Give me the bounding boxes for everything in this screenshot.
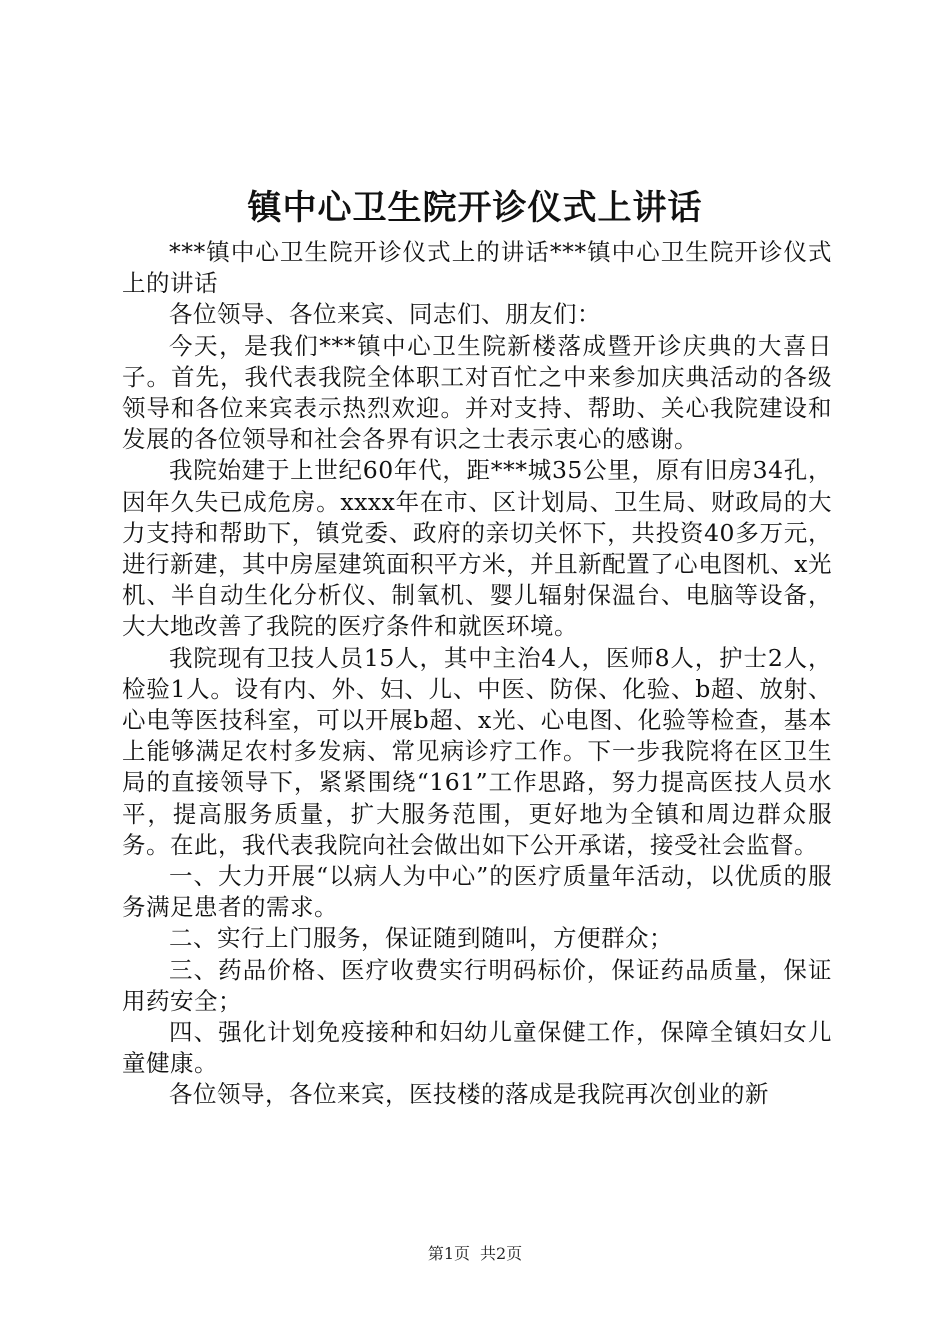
paragraph: 我院始建于上世纪60年代，距***城35公里，原有旧房34孔，因年久失已成危房。xxxx年在市、区计划局、卫生局、财政局的大力支持和帮助下，镇党委、政府的亲切关怀下，共投资40多万元，进行新建，其中房屋建筑面积平方米，并且新配置了心电图机、x光机、半自动生化分析仪、制氧机、婴儿辐射保温台、电脑等设备，大大地改善了我院的医疗条件和就医环境。 bbox=[122, 456, 832, 641]
paragraph-heading: ***镇中心卫生院开诊仪式上的讲话***镇中心卫生院开诊仪式上的讲话 bbox=[122, 238, 832, 298]
pledge-item: 三、药品价格、医疗收费实行明码标价，保证药品质量，保证用药安全； bbox=[122, 955, 832, 1015]
page-total: 共2页 bbox=[480, 1244, 523, 1263]
page-footer bbox=[0, 1243, 950, 1265]
page-number: 第1页 bbox=[427, 1244, 470, 1263]
pledge-item: 四、强化计划免疫接种和妇幼儿童保健工作，保障全镇妇女儿童健康。 bbox=[122, 1018, 832, 1078]
paragraph: 今天，是我们***镇中心卫生院新楼落成暨开诊庆典的大喜日子。首先，我代表我院全体职工对百忙之中来参加庆典活动的各级领导和各位来宾表示热烈欢迎。并对支持、帮助、关心我院建设和发展的各位领导和社会各界有识之士表示衷心的感谢。 bbox=[122, 331, 832, 454]
document-title: 镇中心卫生院开诊仪式上讲话 bbox=[247, 188, 703, 228]
paragraph: 我院现有卫技人员15人，其中主治4人，医师8人，护士2人，检验1人。设有内、外、妇、儿、中医、防保、化验、b超、放射、心电等医技科室，可以开展b超、x光、心电图、化验等检查，基本上能够满足农村多发病、常见病诊疗工作。下一步我院将在区卫生局的直接领导下，紧紧围绕“161”工作思路，努力提高医技人员水平，提高服务质量，扩大服务范围，更好地为全镇和周边群众服务。在此，我代表我院向社会做出如下公开承诺，接受社会监督。 bbox=[122, 643, 832, 859]
document-body bbox=[122, 237, 832, 1111]
pledge-item: 二、实行上门服务，保证随到随叫，方便群众； bbox=[169, 924, 673, 953]
pledge-item: 一、大力开展“以病人为中心”的医疗质量年活动，以优质的服务满足患者的需求。 bbox=[122, 862, 832, 922]
paragraph-salutation: 各位领导、各位来宾、同志们、朋友们： bbox=[169, 300, 601, 329]
paragraph: 各位领导，各位来宾，医技楼的落成是我院再次创业的新 bbox=[169, 1080, 769, 1109]
